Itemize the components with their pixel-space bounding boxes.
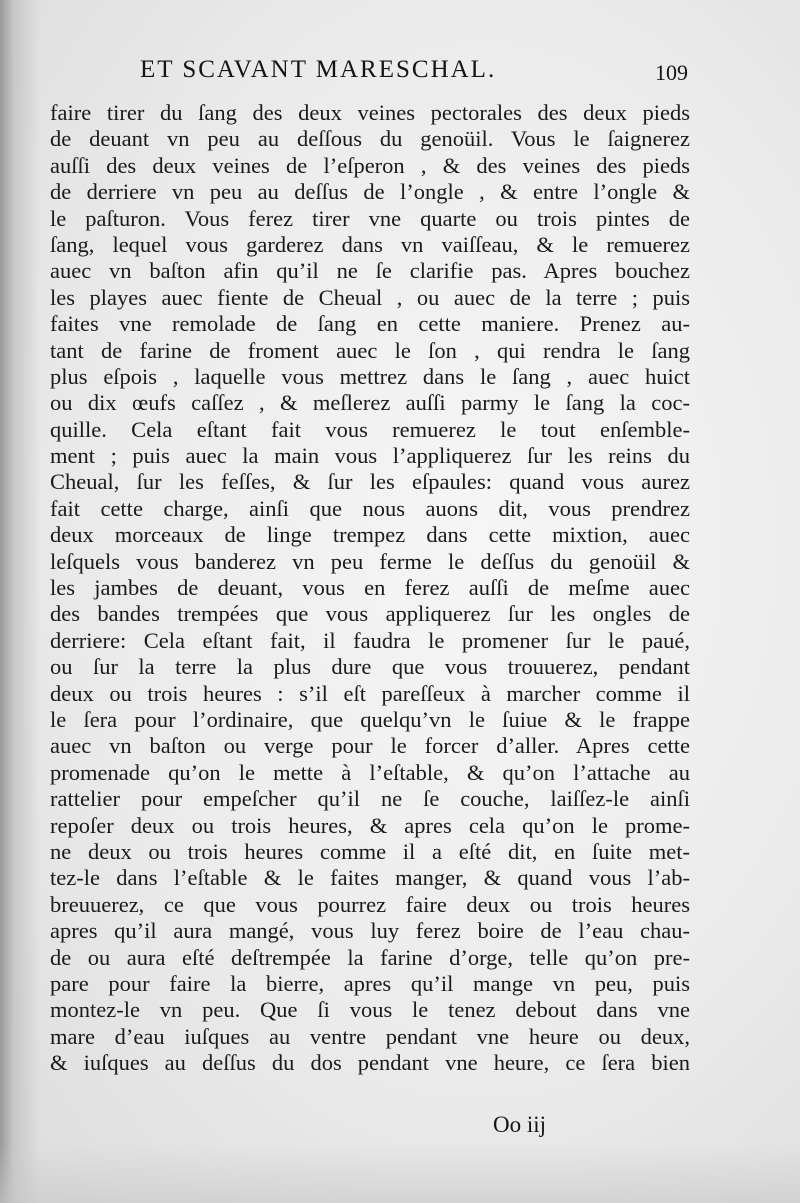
text-line: auec vn baſton ou verge pour le forcer d’aller. Apres cette: [50, 733, 690, 759]
text-line: ſang, lequel vous garderez dans vn vaiſſeau, & le remuerez: [50, 231, 690, 257]
text-line: faites vne remolade de ſang en cette maniere. Prenez au-: [50, 311, 690, 337]
text-line: Cheual, ſur les feſſes, & ſur les eſpaules: quand vous aurez: [50, 469, 690, 495]
text-line: ment ; puis auec la main vous l’appliquerez ſur les reins du: [50, 443, 690, 469]
text-line: ou dix œufs caſſez , & meſlerez auſſi parmy le ſang la coc-: [50, 390, 690, 416]
text-line: de derriere vn peu au deſſus de l’ongle , & entre l’ongle &: [50, 179, 690, 205]
text-line: auec vn baſton afin qu’il ne ſe clarifie pas. Apres bouchez: [50, 258, 690, 284]
text-line: quille. Cela eſtant fait vous remuerez le tout enſemble-: [50, 416, 690, 442]
text-line: faire tirer du ſang des deux veines pectorales des deux pieds: [50, 100, 690, 125]
text-line: deux ou trois heures : s’il eſt pareſſeux à marcher comme il: [50, 680, 690, 706]
text-line: les jambes de deuant, vous en ferez auſſi de meſme auec: [50, 575, 690, 601]
text-line: tant de farine de froment auec le ſon , qui rendra le ſang: [50, 337, 690, 363]
text-line: derriere: Cela eſtant fait, il faudra le promener ſur le paué,: [50, 627, 690, 653]
body-text: [50, 100, 690, 1076]
text-line: mare d’eau iuſques au ventre pendant vne heure ou deux,: [50, 1023, 690, 1049]
running-title: ET SCAVANT MARESCHAL.: [140, 56, 497, 83]
text-line: de ou aura eſté deſtrempée la farine d’orge, telle qu’on pre-: [50, 944, 690, 970]
text-line: de deuant vn peu au deſſous du genoüil. Vous le ſaignerez: [50, 126, 690, 152]
text-line: plus eſpois , laquelle vous mettrez dans le ſang , auec huict: [50, 363, 690, 389]
text-line: repoſer deux ou trois heures, & apres cela qu’on le prome-: [50, 812, 690, 838]
text-line: & iuſques au deſſus du dos pendant vne heure, ce ſera bien: [50, 1050, 690, 1076]
text-line: montez-le vn peu. Que ſi vous le tenez debout dans vne: [50, 997, 690, 1023]
text-line: ne deux ou trois heures comme il a eſté dit, en ſuite met-: [50, 838, 690, 864]
text-line: promenade qu’on le mette à l’eſtable, & qu’on l’attache au: [50, 759, 690, 785]
text-line: leſquels vous banderez vn peu ferme le deſſus du genoüil &: [50, 548, 690, 574]
text-line: auſſi des deux veines de l’eſperon , & des veines des pieds: [50, 152, 690, 178]
text-line: rattelier pour empeſcher qu’il ne ſe couche, laiſſez-le ainſi: [50, 786, 690, 812]
text-line: pare pour faire la bierre, apres qu’il mange vn peu, puis: [50, 970, 690, 996]
text-line: le paſturon. Vous ferez tirer vne quarte ou trois pintes de: [50, 205, 690, 231]
signature-mark: Oo iij: [493, 1112, 547, 1137]
text-line: apres qu’il aura mangé, vous luy ferez boire de l’eau chau-: [50, 918, 690, 944]
text-line: le ſera pour l’ordinaire, que quelqu’vn le ſuiue & le frappe: [50, 706, 690, 732]
text-line: breuuerez, ce que vous pourrez faire deux ou trois heures: [50, 891, 690, 917]
text-line: ou ſur la terre la plus dure que vous trouuerez, pendant: [50, 654, 690, 680]
text-line: tez-le dans l’eſtable & le faites manger, & quand vous l’ab-: [50, 865, 690, 891]
text-line: fait cette charge, ainſi que nous auons dit, vous prendrez: [50, 495, 690, 521]
text-line: deux morceaux de linge trempez dans cette mixtion, auec: [50, 522, 690, 548]
page-bottom-shade: [0, 1143, 800, 1203]
binding-gutter-shadow: [0, 0, 40, 1203]
text-line: des bandes trempées que vous appliquerez ſur les ongles de: [50, 601, 690, 627]
page-number: 109: [655, 60, 688, 85]
text-line: les playes auec fiente de Cheual , ou auec de la terre ; puis: [50, 284, 690, 310]
